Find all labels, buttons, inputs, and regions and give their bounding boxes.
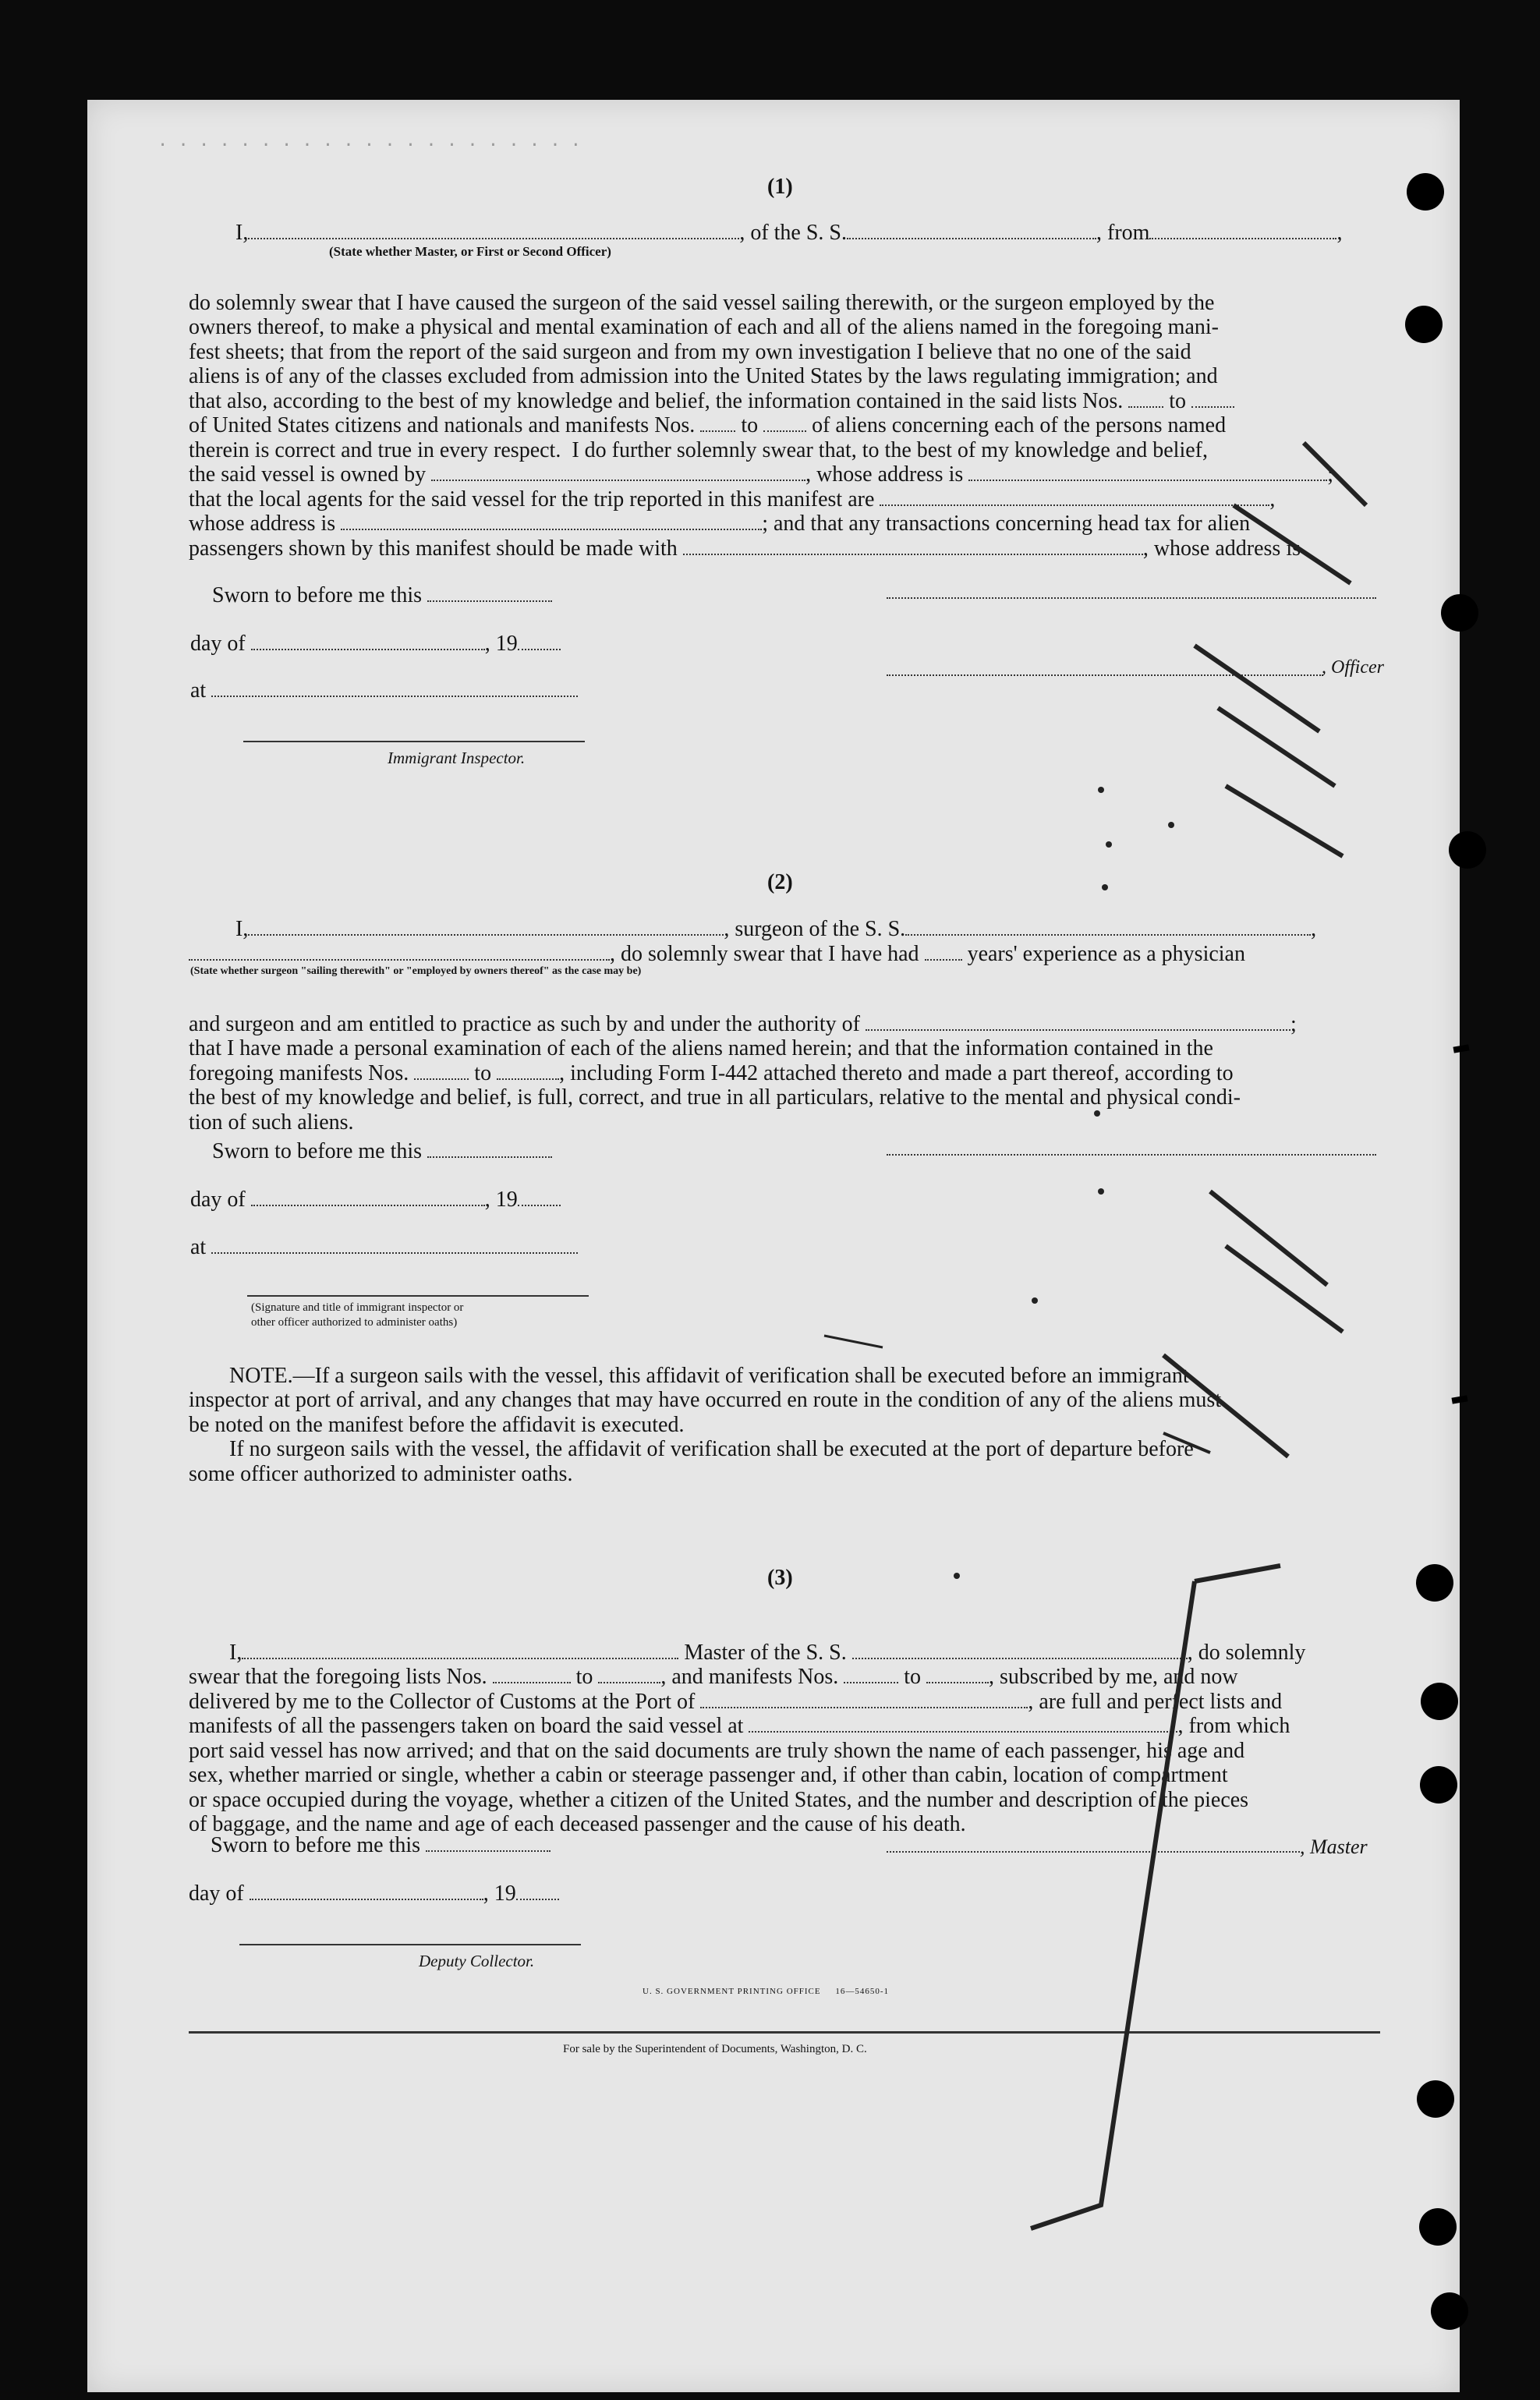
punch-hole bbox=[1405, 306, 1443, 343]
punch-hole bbox=[1417, 2080, 1454, 2118]
s2-line1: I, , surgeon of the S. S. , bbox=[235, 917, 1317, 941]
sig-caption-1: (Signature and title of immigrant inspector or bbox=[251, 1301, 464, 1314]
s1-day-of: day of , 19 bbox=[190, 632, 561, 657]
s1-sworn: Sworn to before me this bbox=[212, 583, 552, 608]
punch-hole bbox=[1416, 1564, 1453, 1602]
s1-oath-text: do solemnly swear that I have caused the surgeon of the said vessel sailing therewith, or the surgeon employed by the owners thereof, to make a physical and mental examination of each and all of the aliens named in the foregoing mani- fest sheets; that from the report of the said surgeon and from my own investigation I believe that no one of the said aliens is of any of the classes excluded from admission into the United States by the laws regulating immigration; and that also, according to the best of my knowledge and belief, the information contained in the said lists Nos. to of United States citizens and nationals and manifests Nos. to of aliens concerning each of the persons named therein is correct and true in every respect. I do further solemnly swear that, to the best of my knowledge and belief, the said vessel is owned by , whose address is ; that the local agents for the said vessel for the trip reported in this manifest are , whose address is ; and that any transactions concerning head tax for alien passengers shown by this manifest should be made with , whose address is bbox=[189, 290, 1334, 561]
punch-hole bbox=[1421, 1683, 1458, 1720]
section-2-heading: (2) bbox=[767, 870, 793, 894]
s3-day-of: day of , 19 bbox=[189, 1881, 559, 1906]
deputy-collector-label: Deputy Collector. bbox=[419, 1952, 535, 1970]
sig-caption-2: other officer authorized to administer oaths) bbox=[251, 1316, 458, 1329]
s2-sworn: Sworn to before me this bbox=[212, 1139, 552, 1164]
manifest-back-page bbox=[87, 100, 1460, 2392]
punch-hole bbox=[1419, 2208, 1457, 2246]
punch-hole bbox=[1449, 831, 1486, 869]
footer-note: For sale by the Superintendent of Documents, Washington, D. C. bbox=[563, 2043, 867, 2055]
caption-master-officer: (State whether Master, or First or Second Officer) bbox=[329, 244, 611, 259]
caption-surgeon: (State whether surgeon "sailing therewith" or "employed by owners thereof" as the case may be) bbox=[190, 965, 642, 977]
note-text: NOTE.—If a surgeon sails with the vessel, this affidavit of verification shall be executed before an immigrant inspector at port of arrival, and any changes that may have occurred en route in the condition of any of the aliens must be noted on the manifest before the affidavit is executed. If no surgeon sails with the vessel, the affidavit of verification shall be executed at the port of departure before some officer authorized to administer oaths. bbox=[189, 1363, 1222, 1486]
stray-dots bbox=[87, 100, 1460, 2392]
punch-hole bbox=[1420, 1766, 1457, 1804]
bleed-through-text: . . . . . . . . . . . . . . . . . . . . . bbox=[158, 131, 582, 150]
punch-hole bbox=[1441, 594, 1478, 632]
s3-oath-text: I, Master of the S. S. , do solemnly swear that the foregoing lists Nos. to , and manifests Nos. to , subscribed by me, and now delivered by me to the Collector of Customs at the Port of , are full and perfect lists and manifests of all the passengers taken on board the said vessel at , from which port said vessel has now arrived; and that on the said documents are truly shown the name of each passenger, his age and sex, whether married or single, whether a cabin or steerage passenger and, if other than cabin, location of compartment or space occupied during the voyage, whether a citizen of the United States, and the number and description of the pieces of baggage, and the name and age of each deceased passenger and the cause of his death. bbox=[189, 1640, 1306, 1836]
s1-at: at bbox=[190, 678, 578, 703]
master-label: , Master bbox=[1300, 1835, 1368, 1858]
s2-day-of: day of , 19 bbox=[190, 1188, 561, 1212]
section-1-heading: (1) bbox=[767, 175, 793, 199]
s2-at: at bbox=[190, 1235, 578, 1260]
section-3-heading: (3) bbox=[767, 1566, 793, 1590]
s2-line2: , do solemnly swear that I have had years' experience as a physician bbox=[189, 942, 1245, 967]
officer-label: , Officer bbox=[1322, 657, 1384, 678]
printer-imprint: U. S. GOVERNMENT PRINTING OFFICE 16—54650-1 bbox=[643, 1987, 890, 1996]
punch-hole bbox=[1431, 2292, 1468, 2330]
s2-oath-text: and surgeon and am entitled to practice as such by and under the authority of ; that I have made a personal examination of each of the aliens named herein; and that the information contained in the foregoing manifests Nos. to , including Form I-442 attached thereto and made a part thereof, according to the best of my knowledge and belief, is full, correct, and true in all particulars, relative to the mental and physical condi- tion of such aliens. bbox=[189, 1011, 1297, 1135]
s3-sworn: Sworn to before me this bbox=[211, 1833, 551, 1858]
s1-line1: I, , of the S. S. , from , bbox=[235, 221, 1343, 245]
punch-hole bbox=[1407, 173, 1444, 211]
immigrant-inspector-label: Immigrant Inspector. bbox=[388, 749, 526, 767]
